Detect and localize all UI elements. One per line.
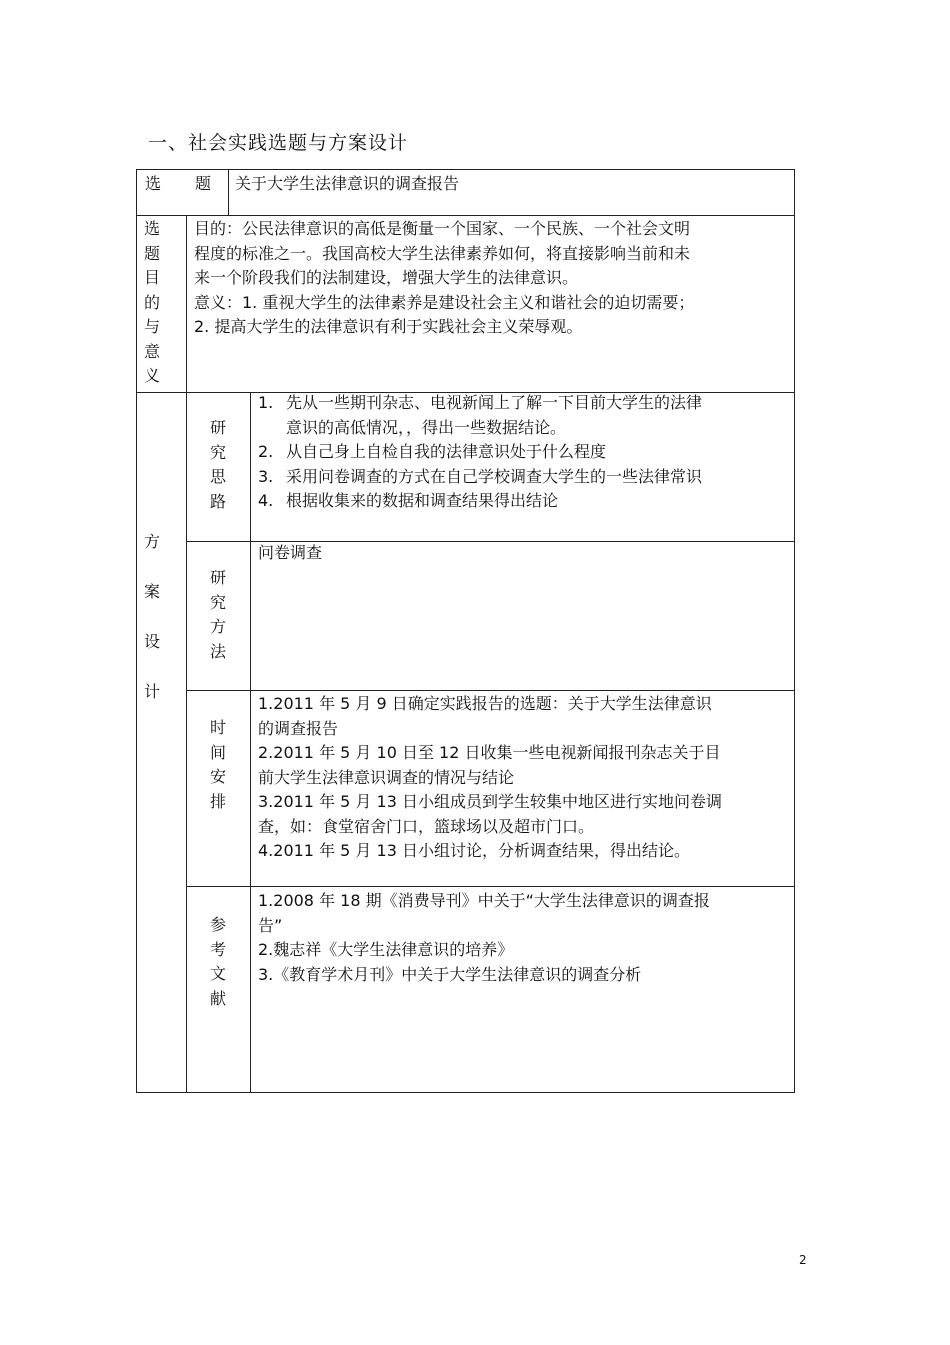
schedule-label: 时 间 安 排: [209, 718, 226, 811]
references-label: 参 考 文 献: [209, 915, 226, 1008]
col-divider: [250, 392, 251, 1093]
purpose-label: 选 题 目 的 与 意 义: [143, 219, 160, 385]
thinking-list: [258, 391, 792, 514]
table-border-right: [794, 169, 795, 1093]
method-value: 问卷调查: [258, 543, 323, 562]
purpose-text: 目的：公民法律意识的高低是衡量一个国家、一个民族、一个社会文明 程度的标准之一。我国高校大学生法律素养如何，将直接影响当前和未 来一个阶段我们的法制建设，增强大学生的法律意识。 意义：1. 重视大学生的法律素养是建设社会主义和谐社会的迫切需要； 2. 提高大学生的法律意识有利于实践社会主义荣辱观。: [194, 219, 695, 336]
col-divider: [228, 169, 229, 215]
row-divider: [186, 690, 795, 691]
list-item: 4. 根据收集来的数据和调查结果得出结论: [258, 491, 559, 510]
topic-value: 关于大学生法律意识的调查报告: [235, 174, 460, 193]
table-border-top: [136, 169, 795, 170]
list-item: 3. 采用问卷调查的方式在自己学校调查大学生的一些法律常识: [258, 466, 703, 486]
plan-table: [136, 169, 795, 1093]
schedule-text: 1.2011 年 5 月 9 日确定实践报告的选题：关于大学生法律意识 的调查报告 2.2011 年 5 月 10 日至 12 日收集一些电视新闻报刊杂志关于目 前大学生法律意识调查的情况与结论 3.2011 年 5 月 13 日小组成员到学生较集中地区进行实地问卷调 查，如：食堂宿舍门口，篮球场以及超市门口。 4.2011 年 5 月 13 日小组讨论，分析调查结果，得出结论。: [258, 694, 722, 860]
col-divider: [186, 215, 187, 1093]
row-divider: [136, 215, 795, 216]
thinking-label: 研 究 思 路: [209, 418, 226, 511]
references-text: 1.2008 年 18 期《消费导刊》中关于“大学生法律意识的调查报 告” 2.魏志祥《大学生法律意识的培养》 3.《教育学术月刊》中关于大学生法律意识的调查分析: [258, 891, 710, 984]
page-number: 2: [799, 1253, 807, 1267]
table-border-left: [136, 169, 137, 1093]
row-divider: [186, 886, 795, 887]
method-label: 研 究 方 法: [209, 568, 226, 661]
list-item: 1. 先从一些期刊杂志、电视新闻上了解一下目前大学生的法律 意识的高低情况，，得出一些数据结论。: [258, 393, 703, 437]
section-title: 一、社会实践选题与方案设计: [148, 132, 409, 154]
table-border-bottom: [136, 1092, 795, 1093]
plan-label: 方 案 设 计: [143, 532, 160, 701]
list-item: 2. 从自己身上自检自我的法律意识处于什么程度: [258, 442, 607, 461]
topic-label: 选 题: [145, 174, 212, 193]
